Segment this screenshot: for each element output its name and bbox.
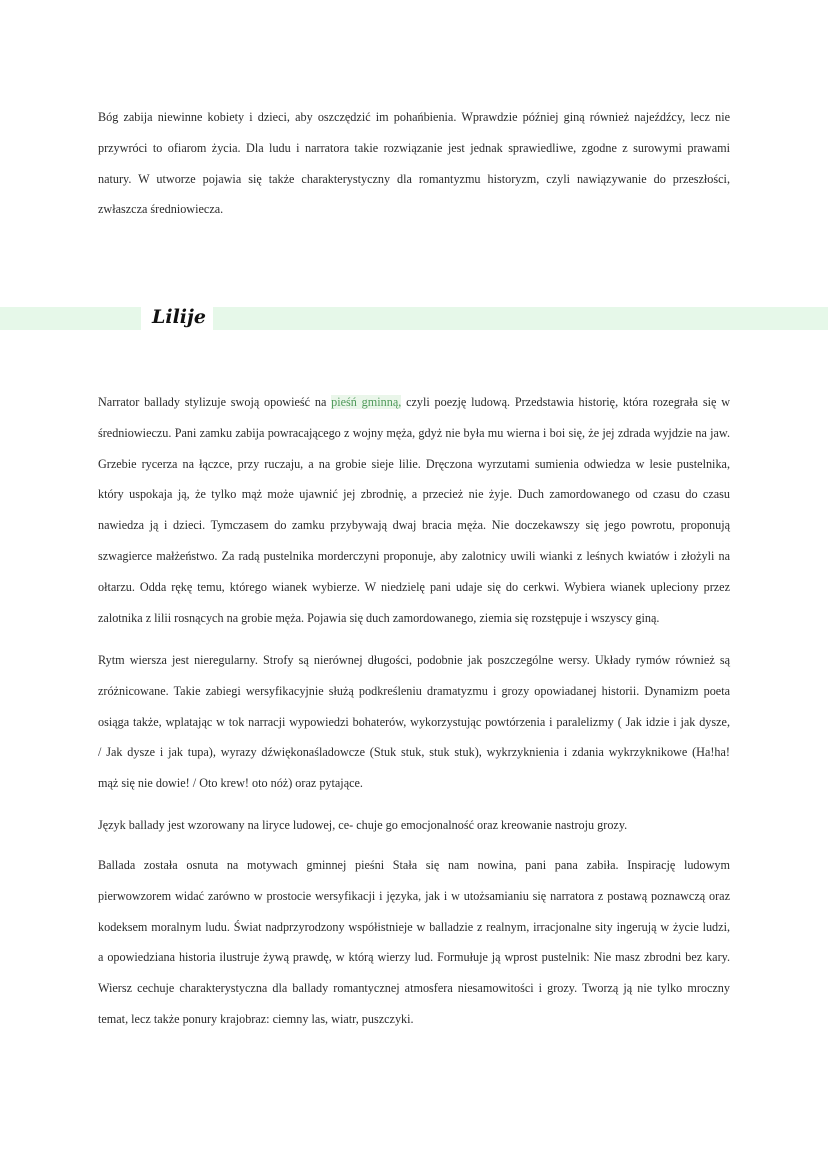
text-line: zróżnicowane. Takie zabiegi wersyfikacyjnie służą podkreśleniu dramatyzmu i grozy opowiadanej historii. Dynamizm poeta [98, 683, 730, 698]
text-span: czyli poezję ludową. Przedstawia historię, która rozegrała się w [401, 395, 730, 409]
text-line: szwagierce małżeństwo. Za radą pustelnika morderczyni proponuje, aby zalotnicy uwili wianki z leśnych kwiatów i złożyli na [98, 548, 730, 563]
text-line: który uspokaja ją, że tylko mąż może ujawnić jej zbrodnię, a przecież nie żyje. Duch zamordowanego od czasu do czasu [98, 487, 730, 502]
text-line: Wiersz cechuje charakterystyczna dla ballady romantycznej atmosfera niesamowitości i grozy. Tworzą ją nie tylko mroczny [98, 981, 730, 996]
text-line: natury. W utworze pojawia się także charakterystyczny dla romantyzmu historyzm, czyli nawiązywanie do przeszłości, [98, 171, 730, 186]
text-line: ołtarzu. Odda rękę temu, którego wianek wybierze. W niedzielę pani udaje się do cerkwi. Wybiera wianek upleciony przez [98, 579, 730, 594]
text-line: pierwowzorem widać zarówno w prostocie wersyfikacji i języka, jak i w utożsamianiu się narratora z postawą poznawczą oraz [98, 888, 730, 903]
text-line: zwłaszcza średniowiecza. [98, 202, 224, 217]
text-line: Język ballady jest wzorowany na liryce ludowej, ce- chuje go emocjonalność oraz kreowanie nastroju grozy. [98, 818, 628, 832]
section-title: Lilije [152, 306, 206, 328]
text-line: przywróci to ofiarom życia. Dla ludu i narratora takie rozwiązanie jest jednak sprawiedliwe, zgodne z surowymi prawami [98, 140, 730, 155]
text-line: osiąga także, wplatając w tok narracji wypowiedzi bohaterów, wykorzystując powtórzenia i paralelizmy ( Jak idzie i jak dysze, [98, 714, 730, 729]
highlighted-term: pieśń gminną, [331, 395, 402, 409]
text-line: mąż się nie dowie! / Oto krew! oto nóż) oraz pytające. [98, 776, 363, 791]
text-line: nawiedza ją i dzieci. Tymczasem do zamku przybywają dwaj bracia męża. Nie doczekawszy się jego powrotu, proponują [98, 518, 730, 533]
language-paragraph [98, 810, 730, 841]
text-line: temat, lecz także ponury krajobraz: ciemny las, wiatr, puszczyki. [98, 1011, 414, 1026]
section-header-band [0, 307, 828, 330]
text-line: zalotnika z lilii rosnących na grobie męża. Pojawia się duch zamordowanego, ziemia się rozstępuje i wszyscy giną. [98, 610, 660, 625]
text-line [98, 387, 730, 418]
intro-paragraph [98, 102, 730, 225]
text-line: a opowiedziana historia ilustruje żywą prawdę, w którą wierzy lud. Formułuje ją wprost pustelnik: Nie masz zbrodni bez kary. [98, 950, 730, 965]
text-line: Bóg zabija niewinne kobiety i dzieci, aby oszczędzić im pohańbienia. Wprawdzie później giną również najeźdźcy, lecz nie [98, 110, 730, 124]
text-line: Grzebie rycerza na łączce, przy ruczaju, a na grobie sieje lilie. Dręczona wyrzutami sumienia odwiedza w lesie pustelnika, [98, 456, 730, 471]
text-line: kodeksem moralnym ludu. Świat nadprzyrodzony współistnieje w balladzie z realnym, irracjonalne sity ingerują w życie ludzi, [98, 919, 730, 934]
text-line: Ballada została osnuta na motywach gminnej pieśni Stała się nam nowina, pani pana zabiła. Inspirację ludowym [98, 858, 730, 872]
inspiration-paragraph [98, 850, 730, 1035]
text-span: Narrator ballady stylizuje swoją opowieść na [98, 395, 332, 409]
text-line: Rytm wiersza jest nieregularny. Strofy są nierównej długości, podobnie jak poszczególne wersy. Układy rymów również są [98, 653, 730, 667]
rhythm-paragraph [98, 645, 730, 799]
text-line: średniowieczu. Pani zamku zabija powracającego z wojny męża, gdyż nie była mu wierna i boi się, że jej zdrada wyjdzie na jaw. [98, 425, 730, 440]
text-line: / Jak dysze i jak tupa), wyrazy dźwiękonaśladowcze (Stuk stuk, stuk stuk), wykrzyknienia i zdania wykrzyknikowe (Ha!ha! [98, 745, 730, 760]
summary-paragraph [98, 387, 730, 633]
